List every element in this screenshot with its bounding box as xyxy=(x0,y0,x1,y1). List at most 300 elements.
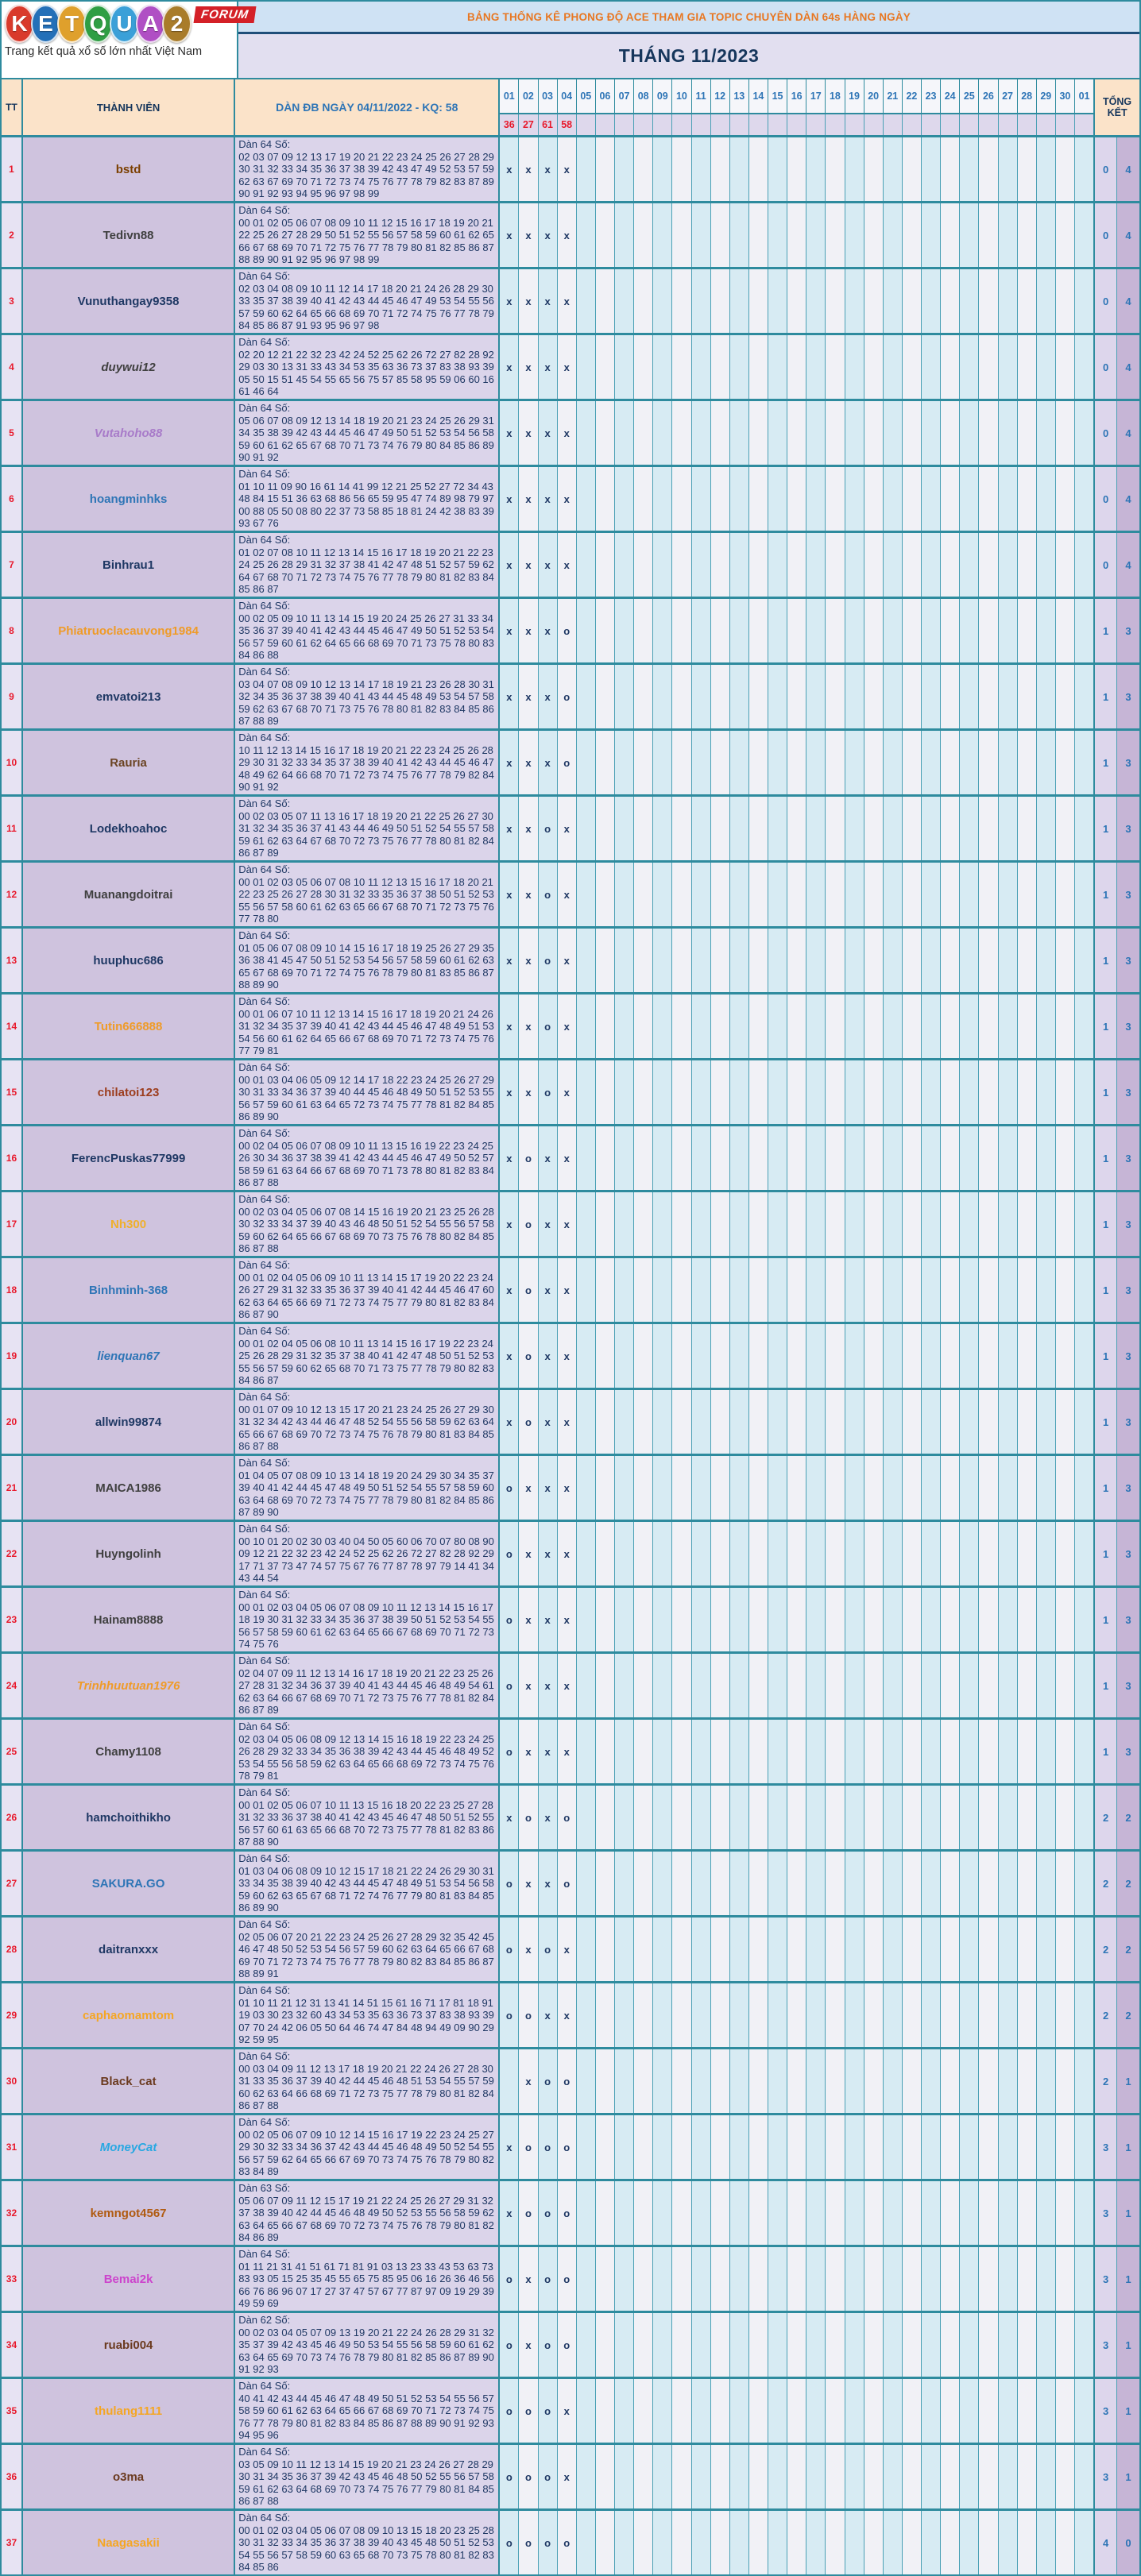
day-cell xyxy=(787,797,806,860)
day-cell xyxy=(768,1852,787,1915)
member-name[interactable]: daitranxxx xyxy=(99,1942,159,1956)
day-result-cell: 36 xyxy=(500,114,519,135)
member-row xyxy=(2,465,1139,531)
mark-o: o xyxy=(519,1324,538,1388)
day-cell xyxy=(672,731,691,794)
day-cell xyxy=(960,1918,979,1981)
day-result-cell xyxy=(1037,114,1056,135)
day-cell xyxy=(672,2379,691,2443)
day-cell xyxy=(884,1852,903,1915)
mark-o: o xyxy=(500,1852,519,1915)
day-cell xyxy=(672,599,691,662)
day-cell xyxy=(999,467,1018,531)
day-cell xyxy=(922,1983,941,2047)
member-name[interactable]: Bemai2k xyxy=(103,2272,153,2286)
day-cell xyxy=(768,1324,787,1388)
day-cell xyxy=(999,1456,1018,1520)
dan-numbers: 00 01 02 04 05 06 09 10 11 13 14 15 17 19 20 22 23 24 26 27 29 31 32 33 35 36 37 39 40 41 42 44 45 46 47 60 62 63 64 65 66 69 71 72 73 74 75 77 79 80 81 82 83 84 86 87 90 xyxy=(238,1271,494,1320)
site-logo[interactable] xyxy=(2,2,250,78)
day-cell xyxy=(768,731,787,794)
member-name[interactable]: Trinhhuutuan1976 xyxy=(76,1678,180,1693)
day-cell xyxy=(806,929,826,992)
day-marks xyxy=(500,137,1095,201)
day-cell xyxy=(692,1456,711,1520)
day-cell xyxy=(653,1654,672,1717)
day-cell xyxy=(941,203,960,267)
day-cell xyxy=(787,401,806,465)
day-cell xyxy=(672,1654,691,1717)
member-name[interactable]: Rauria xyxy=(110,755,147,770)
mark-x: x xyxy=(519,929,538,992)
total-x-count: 3 xyxy=(1117,731,1139,794)
member-name[interactable]: Binhrau1 xyxy=(102,558,155,572)
day-column-header: 13 xyxy=(730,79,749,113)
day-cell xyxy=(1037,665,1056,728)
day-cell xyxy=(903,467,922,531)
day-cell xyxy=(941,1324,960,1388)
day-cell xyxy=(787,1720,806,1783)
member-row xyxy=(2,2179,1139,2245)
ketqua2-logo xyxy=(5,5,188,43)
day-cell xyxy=(653,467,672,531)
day-cell xyxy=(1037,2115,1056,2179)
day-cell xyxy=(768,599,787,662)
day-cell xyxy=(979,1390,998,1454)
day-cell xyxy=(999,1852,1018,1915)
day-cell xyxy=(1018,1588,1037,1651)
header-tt: TT xyxy=(2,79,23,135)
day-cell xyxy=(787,1522,806,1585)
member-name[interactable]: o3ma xyxy=(112,2470,145,2484)
day-cell xyxy=(999,1258,1018,1322)
row-number: 21 xyxy=(2,1456,23,1520)
day-cell xyxy=(960,1390,979,1454)
day-cell xyxy=(1075,2511,1093,2574)
day-cell xyxy=(884,2049,903,2113)
total-o-count: 1 xyxy=(1095,1390,1117,1454)
day-cell xyxy=(1056,665,1075,728)
day-cell xyxy=(941,1258,960,1322)
day-cell xyxy=(634,335,653,399)
day-cell xyxy=(596,2181,615,2245)
dan-numbers-cell xyxy=(235,1588,500,1651)
mark-o: o xyxy=(500,1918,519,1981)
member-name[interactable]: Tedivn88 xyxy=(102,228,154,242)
day-cell xyxy=(845,335,864,399)
day-cell xyxy=(903,731,922,794)
member-row xyxy=(2,267,1139,333)
day-cell xyxy=(1018,797,1037,860)
day-cell xyxy=(672,2445,691,2508)
dan-label: Dàn 64 Số: xyxy=(238,666,291,678)
mark-o: o xyxy=(500,1456,519,1520)
day-cell xyxy=(1056,1324,1075,1388)
day-cell xyxy=(1037,994,1056,1058)
day-cell xyxy=(711,2511,730,2574)
day-cell xyxy=(634,1852,653,1915)
day-cell xyxy=(711,2313,730,2377)
day-cell xyxy=(806,2115,826,2179)
day-cell xyxy=(711,797,730,860)
day-cell xyxy=(864,1258,884,1322)
member-name[interactable]: Nh300 xyxy=(110,1217,147,1231)
day-cell xyxy=(596,1588,615,1651)
day-cell xyxy=(1018,1918,1037,1981)
day-column-header: 14 xyxy=(749,79,768,113)
total-o-count: 1 xyxy=(1095,1588,1117,1651)
day-cell xyxy=(1037,863,1056,926)
day-cell xyxy=(634,1720,653,1783)
total-x-count: 2 xyxy=(1117,1983,1139,2047)
day-cell xyxy=(826,1654,845,1717)
dan-label: Dàn 64 Số: xyxy=(238,1984,291,1996)
day-cell xyxy=(922,929,941,992)
member-name[interactable]: thulang1111 xyxy=(95,2404,163,2418)
day-cell xyxy=(1056,1720,1075,1783)
member-row xyxy=(2,992,1139,1058)
day-cell xyxy=(730,599,749,662)
day-cell xyxy=(768,2181,787,2245)
mark-x: x xyxy=(539,731,558,794)
mark-x: x xyxy=(519,467,538,531)
member-name[interactable]: allwin99874 xyxy=(95,1415,162,1429)
day-cell xyxy=(1075,665,1093,728)
day-cell xyxy=(634,1126,653,1190)
mark-x: x xyxy=(558,467,577,531)
mark-x: x xyxy=(519,269,538,333)
member-name[interactable]: ruabi004 xyxy=(103,2338,153,2352)
member-name[interactable]: MAICA1986 xyxy=(95,1481,161,1495)
day-marks xyxy=(500,2049,1095,2113)
day-cell xyxy=(979,1324,998,1388)
member-name[interactable]: chilatoi123 xyxy=(97,1085,160,1099)
total-o-count: 0 xyxy=(1095,335,1117,399)
day-cell xyxy=(634,1324,653,1388)
day-cell xyxy=(615,863,634,926)
member-cell xyxy=(23,335,235,399)
day-cell xyxy=(692,2511,711,2574)
day-cell xyxy=(596,467,615,531)
day-cell xyxy=(1037,2049,1056,2113)
dan-numbers: 05 06 07 08 09 12 13 14 18 19 20 21 23 24 25 26 29 31 34 35 38 39 42 43 44 45 46 47 49 50 51 52 53 54 56 58 59 60 61 62 65 67 68 70 71 73 74 76 79 80 84 85 86 89 90 91 92 xyxy=(238,414,494,463)
day-cell xyxy=(845,1192,864,1256)
day-column-header: 03 xyxy=(539,79,558,113)
member-name[interactable]: Phiatruoclacauvong1984 xyxy=(58,624,199,638)
day-cell xyxy=(1075,2379,1093,2443)
day-cell xyxy=(615,1983,634,2047)
day-cell xyxy=(749,1852,768,1915)
row-number: 2 xyxy=(2,203,23,267)
day-column-header: 30 xyxy=(1056,79,1075,113)
day-cell xyxy=(787,1983,806,2047)
day-cell xyxy=(806,467,826,531)
total-x-count: 3 xyxy=(1117,1720,1139,1783)
mark-x: x xyxy=(500,2181,519,2245)
day-cell xyxy=(787,2181,806,2245)
member-name[interactable]: Muanangdoitrai xyxy=(83,887,173,902)
day-cell xyxy=(1018,1192,1037,1256)
member-name[interactable]: Tutin666888 xyxy=(94,1019,163,1033)
day-cell xyxy=(711,2049,730,2113)
mark-o: o xyxy=(519,2445,538,2508)
day-cell xyxy=(672,1456,691,1520)
day-cell xyxy=(845,1588,864,1651)
day-cell xyxy=(634,994,653,1058)
day-cell xyxy=(922,1588,941,1651)
member-name[interactable]: MoneyCat xyxy=(99,2140,157,2154)
member-name[interactable]: lienquan67 xyxy=(97,1349,160,1363)
day-cell xyxy=(941,2445,960,2508)
member-name[interactable]: hamchoithikho xyxy=(86,1810,171,1825)
day-cell xyxy=(1037,1852,1056,1915)
dan-numbers: 05 06 07 09 11 12 15 17 19 21 22 24 25 26 27 29 31 32 37 38 39 40 42 44 45 46 48 49 50 52 53 55 56 58 59 62 63 64 65 66 67 68 69 70 72 73 74 75 76 78 79 80 81 82 84 86 89 xyxy=(238,2194,494,2243)
day-column-header: 26 xyxy=(979,79,998,113)
day-cell xyxy=(960,2115,979,2179)
day-cell xyxy=(730,137,749,201)
day-cell xyxy=(999,2445,1018,2508)
row-number: 13 xyxy=(2,929,23,992)
day-cell xyxy=(941,731,960,794)
member-name[interactable]: huuphuc686 xyxy=(93,953,164,967)
day-cell xyxy=(1037,269,1056,333)
dan-numbers: 02 05 06 07 20 21 22 23 24 25 26 27 28 29 32 35 42 45 46 47 48 50 52 53 54 56 57 59 60 62 63 64 65 66 67 68 69 70 71 72 73 74 75 76 77 78 79 80 82 83 84 85 86 87 88 89 91 xyxy=(238,1930,494,1979)
day-cell xyxy=(884,269,903,333)
day-cell xyxy=(845,2379,864,2443)
day-cell xyxy=(711,335,730,399)
total-o-count: 1 xyxy=(1095,994,1117,1058)
day-cell xyxy=(864,1654,884,1717)
dan-numbers-cell xyxy=(235,1522,500,1585)
day-cell xyxy=(615,1852,634,1915)
member-cell xyxy=(23,2049,235,2113)
day-cell xyxy=(806,1786,826,1849)
day-cell xyxy=(922,1852,941,1915)
day-cell xyxy=(979,1852,998,1915)
member-name[interactable]: Chamy1108 xyxy=(95,1744,161,1759)
mark-x: x xyxy=(500,269,519,333)
total-o-count: 2 xyxy=(1095,1852,1117,1915)
day-cell xyxy=(1037,2379,1056,2443)
member-name[interactable]: duywui12 xyxy=(101,360,156,374)
member-row xyxy=(2,2508,1139,2574)
mark-x: x xyxy=(558,203,577,267)
member-name[interactable]: hoangminhks xyxy=(89,492,168,506)
day-cell xyxy=(903,401,922,465)
total-o-count: 1 xyxy=(1095,665,1117,728)
day-cell xyxy=(1075,335,1093,399)
day-column-header: 11 xyxy=(692,79,711,113)
day-cell xyxy=(806,2511,826,2574)
mark-x: x xyxy=(539,1983,558,2047)
mark-o: o xyxy=(500,2445,519,2508)
day-cell xyxy=(711,401,730,465)
day-cell xyxy=(1037,1918,1056,1981)
day-cell xyxy=(845,2115,864,2179)
day-cell xyxy=(1037,929,1056,992)
mark-x: x xyxy=(519,2247,538,2311)
mark-x: x xyxy=(558,401,577,465)
day-cell xyxy=(999,863,1018,926)
day-cell xyxy=(768,1390,787,1454)
mark-x: x xyxy=(558,863,577,926)
day-cell xyxy=(672,1983,691,2047)
mark-x: x xyxy=(539,269,558,333)
member-name[interactable]: Hainam8888 xyxy=(93,1612,164,1627)
day-cell xyxy=(768,1258,787,1322)
member-name[interactable]: Vutahoho88 xyxy=(94,426,163,440)
day-cell xyxy=(845,1324,864,1388)
day-cell xyxy=(634,1060,653,1124)
day-cell xyxy=(903,1126,922,1190)
day-cell xyxy=(960,1522,979,1585)
day-cell xyxy=(960,1192,979,1256)
day-cell xyxy=(864,2379,884,2443)
member-name[interactable]: Naagasakii xyxy=(97,2535,160,2550)
day-cell xyxy=(845,2049,864,2113)
day-marks xyxy=(500,533,1095,597)
mark-x: x xyxy=(519,1456,538,1520)
day-cell xyxy=(1056,1126,1075,1190)
dan-label: Dàn 64 Số: xyxy=(238,1589,291,1601)
member-name[interactable]: Vunuthangay9358 xyxy=(77,294,180,308)
day-cell xyxy=(1037,137,1056,201)
day-cell xyxy=(653,2511,672,2574)
day-cell xyxy=(826,467,845,531)
mark-o: o xyxy=(558,1852,577,1915)
day-cell xyxy=(826,2049,845,2113)
day-cell xyxy=(787,1588,806,1651)
logo-letter: K xyxy=(5,5,34,43)
page-banner xyxy=(238,2,1139,34)
day-result-cell xyxy=(787,114,806,135)
member-name[interactable]: caphaomamtom xyxy=(83,2008,175,2022)
day-cell xyxy=(903,797,922,860)
member-name[interactable]: FerencPuskas77999 xyxy=(71,1151,186,1165)
day-marks xyxy=(500,2379,1095,2443)
total-o-count: 0 xyxy=(1095,269,1117,333)
day-cell xyxy=(845,1390,864,1454)
day-cell xyxy=(845,1060,864,1124)
day-column-header: 05 xyxy=(577,79,596,113)
day-cell xyxy=(1018,1786,1037,1849)
day-cell xyxy=(692,1258,711,1322)
day-cell xyxy=(999,797,1018,860)
member-name[interactable]: kemngot4567 xyxy=(90,2206,167,2220)
day-cell xyxy=(826,1390,845,1454)
day-cell xyxy=(1037,467,1056,531)
day-cell xyxy=(845,269,864,333)
day-cell xyxy=(787,203,806,267)
day-cell xyxy=(1075,1456,1093,1520)
dan-label: Dàn 64 Số: xyxy=(238,1391,291,1403)
day-cell xyxy=(730,731,749,794)
day-cell xyxy=(826,1720,845,1783)
day-cell xyxy=(999,2511,1018,2574)
day-cell xyxy=(1056,731,1075,794)
day-cell xyxy=(596,1192,615,1256)
mark-x: x xyxy=(539,1126,558,1190)
day-cell xyxy=(653,665,672,728)
dan-numbers: 02 04 07 09 11 12 13 14 16 17 18 19 20 21 22 23 25 26 27 28 31 32 34 36 37 39 40 41 43 44 45 46 48 49 54 61 62 63 64 66 67 68 69 70 71 72 73 75 76 77 78 81 82 84 86 87 89 xyxy=(238,1666,494,1716)
site-tagline: Trang kết quả xổ số lớn nhất Việt Nam xyxy=(5,45,203,58)
day-cell xyxy=(826,665,845,728)
day-cell xyxy=(596,1126,615,1190)
day-cell xyxy=(615,401,634,465)
mark-x: x xyxy=(558,797,577,860)
day-cell xyxy=(749,994,768,1058)
mark-x: x xyxy=(500,533,519,597)
member-name[interactable]: Black_cat xyxy=(100,2074,157,2088)
day-cell xyxy=(845,1456,864,1520)
day-cell xyxy=(634,2247,653,2311)
member-name[interactable]: Lodekhoahoc xyxy=(89,821,168,836)
day-cell xyxy=(1037,2313,1056,2377)
day-cell xyxy=(634,1654,653,1717)
day-cell xyxy=(1075,467,1093,531)
day-cell xyxy=(922,1456,941,1520)
day-cell xyxy=(884,994,903,1058)
dan-numbers-cell xyxy=(235,2511,500,2574)
day-cell xyxy=(615,1324,634,1388)
mark-o: o xyxy=(519,2181,538,2245)
day-cell xyxy=(960,1852,979,1915)
day-cell xyxy=(634,1258,653,1322)
member-cell xyxy=(23,2511,235,2574)
day-cell xyxy=(884,137,903,201)
day-cell xyxy=(999,1588,1018,1651)
total-x-count: 3 xyxy=(1117,1588,1139,1651)
day-cell xyxy=(826,533,845,597)
day-column-header: 07 xyxy=(615,79,634,113)
logo-letter: 2 xyxy=(162,5,191,43)
day-cell xyxy=(615,467,634,531)
day-cell xyxy=(672,2247,691,2311)
day-cell xyxy=(749,731,768,794)
month-title: THÁNG 11/2023 xyxy=(618,45,760,66)
day-cell xyxy=(806,401,826,465)
day-cell xyxy=(979,2049,998,2113)
day-cell xyxy=(711,1588,730,1651)
day-cell xyxy=(1075,1324,1093,1388)
day-cell xyxy=(653,2181,672,2245)
dan-numbers: 01 04 05 07 08 09 10 13 14 18 19 20 24 29 30 34 35 37 39 40 41 42 44 45 47 48 49 50 51 52 54 55 57 58 59 60 63 64 68 69 70 72 73 74 75 77 78 79 80 81 82 84 85 86 87 89 90 xyxy=(238,1469,494,1518)
day-cell xyxy=(903,137,922,201)
day-result-cell xyxy=(941,114,960,135)
day-cell xyxy=(1018,665,1037,728)
total-x-count: 1 xyxy=(1117,2379,1139,2443)
mark-x: x xyxy=(519,1522,538,1585)
total-o-count: 0 xyxy=(1095,533,1117,597)
mark-x: x xyxy=(558,929,577,992)
member-row xyxy=(2,1454,1139,1520)
member-name[interactable]: emvatoi213 xyxy=(95,689,161,704)
day-cell xyxy=(903,1918,922,1981)
total-o-count: 0 xyxy=(1095,401,1117,465)
dan-label: Dàn 63 Số: xyxy=(238,2182,291,2194)
day-cell xyxy=(711,863,730,926)
day-cell xyxy=(577,1852,596,1915)
day-cell xyxy=(1018,2313,1037,2377)
day-cell xyxy=(903,1522,922,1585)
member-name[interactable]: bstd xyxy=(115,162,141,176)
mark-x: x xyxy=(519,335,538,399)
day-cell xyxy=(903,1060,922,1124)
member-name[interactable]: SAKURA.GO xyxy=(91,1876,165,1890)
member-name[interactable]: Binhminh-368 xyxy=(88,1283,168,1297)
day-cell xyxy=(999,1060,1018,1124)
day-cell xyxy=(999,994,1018,1058)
member-name[interactable]: Huyngolinh xyxy=(95,1547,161,1561)
